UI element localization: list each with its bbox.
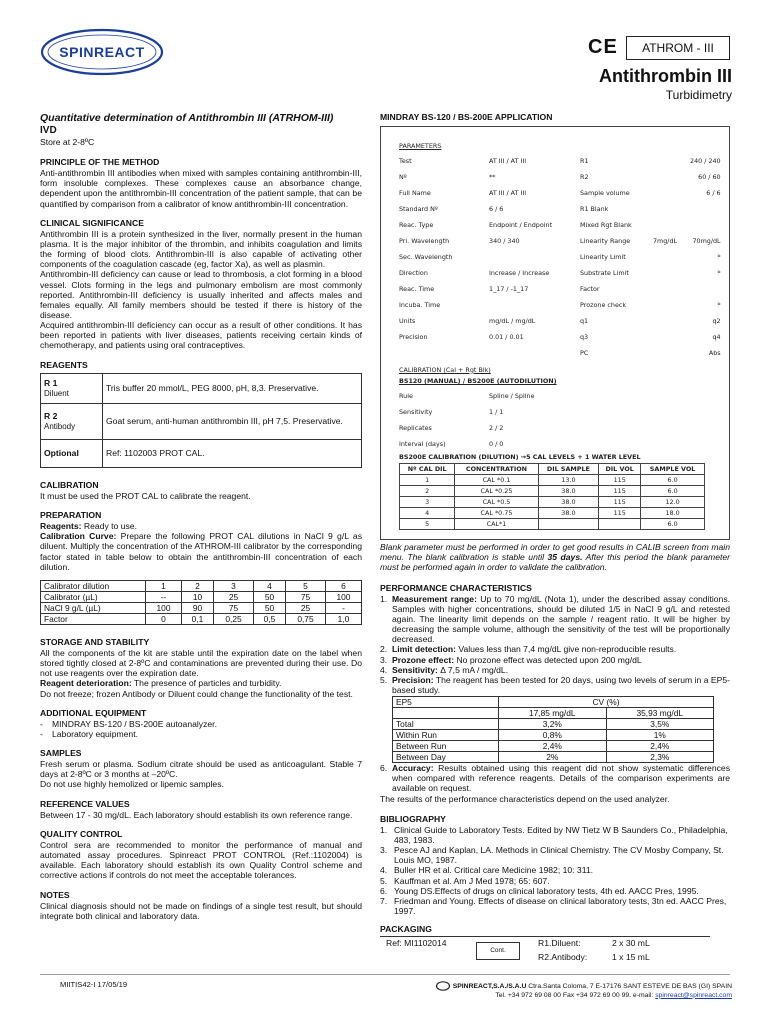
list-item: - MINDRAY BS-120 / BS-200E autoanalyzer. xyxy=(40,719,362,729)
param-cell xyxy=(640,297,690,313)
param-cell xyxy=(640,201,690,217)
table-row xyxy=(393,752,714,763)
param-cell: Direction xyxy=(399,268,428,277)
item-text: Up to 70 mg/dL (Nota 1), under the described assay conditions. Samples with higher concentrations, should be diluted 1/5 in NaCl 9 g/L and retested again. The linearity limit depends on the sample / reagent ratio. It will be higher by decreasing the sample volume, although the sensitivity of the test will be proportionally decreased. xyxy=(392,593,730,645)
item-text: Values less than 7,4 mg/dL give non-reproducible results. xyxy=(455,644,677,655)
param-cell: AT III / AT III xyxy=(489,188,527,197)
reagent-code: R 1 xyxy=(44,377,58,388)
table-cell: Calibrator dilution xyxy=(41,580,146,591)
table-cell: 3 xyxy=(400,497,455,508)
item-number: 5. xyxy=(380,674,388,685)
table-row xyxy=(41,602,362,613)
samples-heading: SAMPLES xyxy=(40,748,82,759)
table-header-cell: Nº CAL DIL xyxy=(400,464,455,475)
param-cell: 1_17 / -1_17 xyxy=(489,284,529,293)
table-cell: 100 xyxy=(146,602,182,613)
product-code-box: ATHROM - III xyxy=(626,36,730,60)
list-item xyxy=(380,763,730,793)
calibration-heading: CALIBRATION xyxy=(40,479,99,490)
storage-note: Store at 2-8ºC xyxy=(40,136,95,147)
param-cell xyxy=(640,265,690,281)
footer-contact xyxy=(436,981,732,1000)
deterioration-label: Reagent deterioration: xyxy=(40,678,132,689)
dilution-table xyxy=(40,580,362,625)
ivd-label: IVD xyxy=(40,125,57,137)
table-row xyxy=(400,508,705,519)
table-cell: 2,3% xyxy=(606,752,714,763)
table-header-cell: SAMPLE VOL xyxy=(641,464,705,475)
table-cell: 0,25 xyxy=(214,613,254,624)
footer-address: Ctra.Santa Coloma, 7 E-17176 SANT ESTEVE DE BAS (GI) SPAIN xyxy=(526,982,732,990)
param-cell: Linearity Range xyxy=(580,236,631,245)
cal-title: CALIBRATION (Cal + Rgt Blk) xyxy=(399,365,491,374)
param-cell: Units xyxy=(399,316,416,325)
page-title: Antithrombin III xyxy=(599,66,732,86)
table-cell: EP5 xyxy=(393,697,499,708)
table-cell: 2,4% xyxy=(606,741,714,752)
table-cell: 4 xyxy=(400,508,455,519)
table-cell: 6.0 xyxy=(641,475,705,486)
table-cell: 75 xyxy=(214,602,254,613)
qc-heading: QUALITY CONTROL xyxy=(40,828,123,839)
table-cell: CAL *0.25 xyxy=(455,486,538,497)
blank-note-days: 35 days. xyxy=(547,552,583,563)
table-cell: CAL *0.5 xyxy=(455,497,538,508)
param-cell: Sec. Wavelength xyxy=(399,252,453,261)
table-cell: 0,8% xyxy=(499,730,607,741)
spinreact-logo xyxy=(40,26,164,78)
table-cell: -- xyxy=(146,591,182,602)
bib-text: Buller HR et al. Critical care Medicine 1982; 10: 311. xyxy=(394,865,594,876)
table-row xyxy=(393,697,714,708)
table-cell: 13.0 xyxy=(538,475,599,486)
table-cell: 18.0 xyxy=(641,508,705,519)
page-subtitle: Turbidimetry xyxy=(665,88,732,102)
parameters-grid xyxy=(399,153,721,361)
clinical-text-3: Acquired antithrombin-III deficiency can occur as a result of other conditions. It has been reported in patients with liver diseases, patients receiving certain kinds of chemotherapy, and patients using oral contraceptives. xyxy=(40,320,362,351)
bibliography-list xyxy=(380,825,730,916)
table-cell: 0,75 xyxy=(285,613,325,624)
param-cell xyxy=(640,153,690,169)
cont-box: Cont. xyxy=(476,942,520,960)
table-cell: 6.0 xyxy=(641,486,705,497)
param-cell: q1 xyxy=(580,316,589,325)
packaging-box xyxy=(380,936,730,972)
table-cell: 4 xyxy=(253,580,285,591)
calibration-text: It must be used the PROT CAL to calibrate the reagent. xyxy=(40,490,251,501)
param-cell: R1 Blank xyxy=(580,204,609,213)
right-column xyxy=(380,112,730,972)
table-row xyxy=(41,580,362,591)
item-number: 3. xyxy=(380,654,388,665)
param-cell: Mixed Rgt Blank xyxy=(580,220,632,229)
table-cell: 0,5 xyxy=(253,613,285,624)
param-cell xyxy=(640,313,690,329)
param-cell xyxy=(489,249,580,265)
param-cell xyxy=(640,281,690,297)
footer-email[interactable]: spinreact@spinreact.com xyxy=(655,991,732,999)
param-cell xyxy=(690,281,721,297)
param-cell: Linearity Limit xyxy=(580,252,626,261)
reagents-table xyxy=(40,373,362,468)
bib-text: Kauffman et al. Am J Med 1978; 65: 607. xyxy=(394,875,550,886)
param-cell: Precision xyxy=(399,332,428,341)
table-cell: 10 xyxy=(182,591,214,602)
cal-subtitle: BS120 (MANUAL) / BS200E (AUTODILUTION) xyxy=(399,377,557,386)
notes-text: Clinical diagnosis should not be made on findings of a single test result, but should integrate both clinical and laboratory data. xyxy=(40,900,362,921)
table-cell: 100 xyxy=(325,591,361,602)
application-box xyxy=(380,126,730,540)
cal-dilution-table xyxy=(399,463,705,530)
document-code: MIITIS42-I 17/05/19 xyxy=(60,980,128,989)
spinreact-mini-icon xyxy=(436,981,450,991)
bib-text: Friedman and Young. Effects of disease on clinical laboratory tests, 3tn ed. AACC Pres, 1997. xyxy=(394,895,727,916)
notes-heading: NOTES xyxy=(40,889,70,900)
param-cell xyxy=(690,201,721,217)
param-cell xyxy=(690,217,721,233)
param-cell: * xyxy=(717,252,721,261)
table-cell: 50 xyxy=(253,602,285,613)
table-cell: 5 xyxy=(285,580,325,591)
table-header-cell: CONCENTRATION xyxy=(455,464,538,475)
table-cell: 3,5% xyxy=(606,719,714,730)
param-cell: 60 / 60 xyxy=(698,172,721,181)
clinical-text-1: Antithrombin III is a protein synthesized in the liver, normally present in the human plasma. It is the major inhibitor of the thrombin, and inhibits coagulation and limits the forming of blood clots. Antithrombin-III is also capable of activating other components of the coagulation cascade (eg, factor Xa), as well as plasmin. xyxy=(40,228,362,270)
param-cell: AT III / AT III xyxy=(489,156,527,165)
blank-note xyxy=(380,542,730,572)
param-cell: Standard Nº xyxy=(399,204,438,213)
reagent-name: Antibody xyxy=(44,422,76,432)
table-cell: CV (%) xyxy=(499,697,714,708)
table-cell: 38.0 xyxy=(538,508,599,519)
samples-text-2: Do not use highly hemolized or lipemic samples. xyxy=(40,779,224,790)
cal-key: Sensitivity xyxy=(399,407,433,416)
cal-key: Interval (days) xyxy=(399,439,446,448)
clinical-text-2: Antithrombin-III deficiency can cause or lead to thrombosis, a clot forming in a blood vessel. Clots forming in the legs and pulmonary embolism are most commonly reported. Antithrombin-III deficiency is usually inherited and affects males and females equally. All family members should be tested if there is history of the disease. xyxy=(40,269,362,320)
cal-value: Spline / Spline xyxy=(489,391,535,400)
table-cell: 35,93 mg/dL xyxy=(606,708,714,719)
param-cell xyxy=(640,185,690,201)
bibliography-heading: BIBLIOGRAPHY xyxy=(380,813,446,824)
table-cell: 25 xyxy=(214,591,254,602)
bib-text: Pesce AJ and Kaplan, LA. Methods in Clinical Chemistry. The CV Mosby Company, St. Louis MO, 1987. xyxy=(394,845,724,866)
param-cell: q2 xyxy=(712,316,721,325)
table-cell: 115 xyxy=(599,508,641,519)
table-cell xyxy=(393,708,499,719)
item-number: 6. xyxy=(380,763,388,774)
table-header-row xyxy=(400,464,705,475)
samples-text: Fresh serum or plasma. Sodium citrate should be used as anticoagulant. Stable 7 days at 2-8ºC or 3 months at –20ºC. xyxy=(40,759,362,780)
table-row xyxy=(41,403,362,439)
param-cell: 240 / 240 xyxy=(690,156,721,165)
list-item: 1. Clinical Guide to Laboratory Tests. Edited by NW Tietz W B Saunders Co., Philadelphia, 483, 1983. xyxy=(380,824,728,845)
item-label: Limit detection: xyxy=(392,644,456,655)
ce-mark: CE xyxy=(588,36,618,58)
cal-value: 0 / 0 xyxy=(489,439,504,448)
param-cell xyxy=(640,217,690,233)
reagent-description: Goat serum, anti-human antithrombin III, pH 7,5. Preservative. xyxy=(103,403,362,439)
param-cell: Substrate Limit xyxy=(580,268,629,277)
param-cell: 0.01 / 0.01 xyxy=(489,332,524,341)
item-number: 4. xyxy=(380,664,388,675)
table-cell xyxy=(538,519,599,530)
reagents-heading: REAGENTS xyxy=(40,359,88,370)
param-cell: Pri. Wavelength xyxy=(399,236,450,245)
param-cell: 6 / 6 xyxy=(706,188,721,197)
table-cell: Total xyxy=(393,719,499,730)
param-cell: ** xyxy=(489,172,496,181)
param-cell: q4 xyxy=(712,332,721,341)
packaging-heading: PACKAGING xyxy=(380,924,432,935)
table-row xyxy=(393,741,714,752)
table-cell: 1 xyxy=(146,580,182,591)
table-cell: 12.0 xyxy=(641,497,705,508)
prep-curve-label: Calibration Curve: xyxy=(40,531,117,542)
param-cell xyxy=(399,345,489,361)
table-cell: 0 xyxy=(146,613,182,624)
table-cell: 17,85 mg/dL xyxy=(499,708,607,719)
param-cell: Reac. Type xyxy=(399,220,434,229)
item-text: Results obtained using this reagent did not show systematic differences when compared with reference reagents. Details of the comparison experiments are available on request. xyxy=(392,763,730,794)
table-row xyxy=(400,486,705,497)
left-column xyxy=(40,112,362,921)
item-text: Δ 7,5 mA / mg/dL. xyxy=(437,664,509,675)
param-cell: R2 xyxy=(580,172,589,181)
reference-heading: REFERENCE VALUES xyxy=(40,798,130,809)
param-cell xyxy=(640,249,690,265)
param-cell: * xyxy=(717,300,721,309)
param-cell: * xyxy=(717,268,721,277)
table-row xyxy=(41,613,362,624)
qc-text: Control sera are recommended to monitor the performance of manual and automated assay procedures. Spinreact PROT CONTROL (Ref.:1102004) is available. Each laboratory should establish its own Quality Control scheme and corrective actions if controls do not meet the acceptable tolerances. xyxy=(40,840,362,881)
param-cell: Increase / Increase xyxy=(489,268,550,277)
table-cell: 1 xyxy=(400,475,455,486)
list-item xyxy=(380,594,730,645)
param-cell: R1 xyxy=(580,156,589,165)
param-cell: PC xyxy=(580,348,589,357)
item-label: Precision: xyxy=(392,674,434,685)
table-row xyxy=(400,497,705,508)
document-title: Quantitative determination of Antithrombin III (ATRHOM-III) xyxy=(40,112,334,124)
principle-text: Anti-antithrombin III antibodies when mixed with samples containing antithrombin-III, form insoluble complexes. These complexes cause an absorbance change, dependent upon the antithrombin-III concentration of the patient sample, that can be quantified by comparison from a calibrator of know antithrombin-III concentration. xyxy=(40,168,362,209)
prep-curve-text: Prepare the following PROT CAL dilutions in NaCl 9 g/L as diluent. Multiply the concentration of the ATHROM-III calibrator by the corresponding factor stated in table below to obtain the antithrombin-III concentration of each dilution. xyxy=(40,531,362,572)
table-cell: 115 xyxy=(599,486,641,497)
app-heading: MINDRAY BS-120 / BS-200E APPLICATION xyxy=(380,112,553,122)
table-cell: Factor xyxy=(41,613,146,624)
r2-value: 1 x 15 mL xyxy=(612,952,650,963)
cal-dilution-title: BS200E CALIBRATION (DILUTION) →5 CAL LEVELS + 1 WATER LEVEL xyxy=(399,452,641,461)
list-item xyxy=(380,665,730,675)
table-cell: 2,4% xyxy=(499,741,607,752)
table-cell xyxy=(599,519,641,530)
table-row xyxy=(393,719,714,730)
param-cell: 6 / 6 xyxy=(489,204,504,213)
principle-heading: PRINCIPLE OF THE METHOD xyxy=(40,157,160,167)
table-row xyxy=(41,591,362,602)
r1-value: 2 x 30 mL xyxy=(612,938,650,949)
table-cell: 6.0 xyxy=(641,519,705,530)
performance-closing: The results of the performance characteristics depend on the used analyzer. xyxy=(380,793,670,804)
prep-reagents-label: Reagents: xyxy=(40,521,82,532)
reagent-name: Diluent xyxy=(44,389,69,399)
table-header-cell: DIL VOL xyxy=(599,464,641,475)
param-cell: Full Name xyxy=(399,188,431,197)
cal-key: Replicates xyxy=(399,423,432,432)
list-item: - Laboratory equipment. xyxy=(40,729,362,739)
table-cell: NaCl 9 g/L (µL) xyxy=(41,602,146,613)
param-cell: 70mg/dL xyxy=(692,236,721,245)
list-item: 7. Friedman and Young. Effects of disease on clinical laboratory tests, 3tn ed. AACC Pres, 1997. xyxy=(380,895,727,916)
cal-value: 1 / 1 xyxy=(489,407,504,416)
clinical-heading: CLINICAL SIGNIFICANCE xyxy=(40,217,144,228)
prep-reagents-text: Ready to use. xyxy=(81,521,137,532)
table-row xyxy=(393,730,714,741)
footer-phone: Tel. +34 972 69 08 00 Fax +34 972 69 00 99. e-mail: xyxy=(495,991,656,999)
equipment-list xyxy=(40,719,362,739)
table-cell: Calibrator (µL) xyxy=(41,591,146,602)
r2-label: R2.Antibody: xyxy=(538,952,588,963)
param-cell: 340 / 340 xyxy=(489,236,520,245)
item-label: Sensitivity: xyxy=(392,664,438,675)
bib-text: Clinical Guide to Laboratory Tests. Edited by NW Tietz W B Saunders Co., Philadelphia, 483, 1983. xyxy=(394,824,728,845)
table-cell: Between Day xyxy=(393,752,499,763)
param-cell: 7mg/dL xyxy=(652,236,678,245)
table-cell: Within Run xyxy=(393,730,499,741)
reagent-code: Optional xyxy=(44,448,79,459)
param-cell: Abs xyxy=(708,348,721,357)
equipment-heading: ADDITIONAL EQUIPMENT xyxy=(40,707,147,718)
param-cell: Incuba. Time xyxy=(399,300,441,309)
list-item xyxy=(380,644,730,654)
preparation-heading: PREPARATION xyxy=(40,509,102,520)
table-cell: 2 xyxy=(182,580,214,591)
table-cell: 1% xyxy=(606,730,714,741)
param-cell xyxy=(640,345,690,361)
svg-text:SPINREACT: SPINREACT xyxy=(59,44,145,60)
deterioration-text: The presence of particles and turbidity. xyxy=(131,678,282,689)
cal-key: Rule xyxy=(399,391,413,400)
list-item: 4. Buller HR et al. Critical care Medicine 1982; 10: 311. xyxy=(380,865,594,876)
cal-value: 2 / 2 xyxy=(489,423,504,432)
performance-list-cont xyxy=(380,763,730,793)
table-cell: 3,2% xyxy=(499,719,607,730)
table-row xyxy=(400,475,705,486)
table-cell: CAL*1 xyxy=(455,519,538,530)
table-cell: CAL *0.75 xyxy=(455,508,538,519)
item-label: Prozone effect: xyxy=(392,654,455,665)
table-cell: 0,1 xyxy=(182,613,214,624)
reagent-description: Ref: 1102003 PROT CAL. xyxy=(103,439,362,467)
param-cell: Prozone check xyxy=(580,300,627,309)
performance-list xyxy=(380,594,730,695)
list-item: 5. Kauffman et al. Am J Med 1978; 65: 607. xyxy=(380,875,550,886)
table-cell: - xyxy=(325,602,361,613)
list-item: 6. Young DS.Effects of drugs on clinical laboratory tests, 4th ed. AACC Pres, 1995. xyxy=(380,885,699,896)
params-title: PARAMETERS xyxy=(399,142,442,151)
table-cell: 25 xyxy=(285,602,325,613)
table-cell: 2 xyxy=(400,486,455,497)
param-cell: Test xyxy=(399,156,412,165)
table-cell: Between Run xyxy=(393,741,499,752)
performance-heading: PERFORMANCE CHARACTERISTICS xyxy=(380,582,532,593)
table-cell: 115 xyxy=(599,497,641,508)
bib-text: Young DS.Effects of drugs on clinical laboratory tests, 4th ed. AACC Pres, 1995. xyxy=(394,885,699,896)
list-item xyxy=(380,655,730,665)
storage-text: All the components of the kit are stable until the expiration date on the label when stored tightly closed at 2-8ºC and contaminations are prevented during their use. Do not use reagents over the expiration date. xyxy=(40,647,362,679)
table-cell: 38.0 xyxy=(538,486,599,497)
table-cell: 6 xyxy=(325,580,361,591)
item-label: Accuracy: xyxy=(392,763,434,774)
r1-label: R1.Diluent: xyxy=(538,938,581,949)
reagent-code: R 2 xyxy=(44,410,58,421)
param-cell: Reac. Time xyxy=(399,284,435,293)
precision-table xyxy=(392,696,714,763)
calibration-grid xyxy=(399,388,711,452)
table-row xyxy=(393,708,714,719)
item-label: Measurement range: xyxy=(392,593,477,604)
table-header-cell: DIL SAMPLE xyxy=(538,464,599,475)
table-cell: 115 xyxy=(599,475,641,486)
table-cell: 5 xyxy=(400,519,455,530)
item-number: 1. xyxy=(380,593,388,604)
param-cell xyxy=(489,297,580,313)
param-cell: Endpoint / Endpoint xyxy=(489,220,553,229)
storage-heading: STORAGE AND STABILITY xyxy=(40,636,150,647)
table-cell: 90 xyxy=(182,602,214,613)
table-cell: 2% xyxy=(499,752,607,763)
param-cell: q3 xyxy=(580,332,589,341)
table-cell: CAL *0.1 xyxy=(455,475,538,486)
param-cell xyxy=(640,329,690,345)
table-cell: 3 xyxy=(214,580,254,591)
table-row xyxy=(400,519,705,530)
item-text: The reagent has been tested for 20 days, using two levels of serum in a EP5-based study. xyxy=(392,674,730,695)
param-cell: Factor xyxy=(580,284,600,293)
param-cell: Sample volume xyxy=(580,188,630,197)
blank-note-text: Blank parameter must be performed in order to get good results in CALIB screen from main menu. The blank calibration is stable until xyxy=(380,542,730,563)
list-item: 3. Pesce AJ and Kaplan, LA. Methods in Clinical Chemistry. The CV Mosby Company, St. Louis MO, 1987. xyxy=(380,845,724,866)
divider xyxy=(380,936,710,937)
table-row xyxy=(41,439,362,467)
footer-divider xyxy=(40,974,730,975)
reagent-description: Tris buffer 20 mmol/L, PEG 8000, pH, 8,3. Preservative. xyxy=(103,373,362,403)
list-item xyxy=(380,675,730,695)
table-cell: 75 xyxy=(285,591,325,602)
param-cell: Nº xyxy=(399,172,407,181)
blank-note-text-2: After this period the blank parameter must be performed again in order to validate the calibration. xyxy=(380,552,731,573)
reference-text: Between 17 - 30 mg/dL. Each laboratory should establish its own reference range. xyxy=(40,809,353,820)
param-cell xyxy=(640,169,690,185)
packaging-ref: Ref: MI1102014 xyxy=(386,938,447,949)
table-row xyxy=(41,373,362,403)
item-text: No prozone effect was detected upon 200 mg/dL xyxy=(454,654,642,665)
param-cell: mg/dL / mg/dL xyxy=(489,316,536,325)
freeze-text: Do not freeze; frozen Antibody or Diluent could change the functionality of the test. xyxy=(40,688,353,699)
item-number: 2. xyxy=(380,644,388,655)
param-cell xyxy=(489,345,580,361)
footer-company: SPINREACT,S.A./S.A.U xyxy=(452,982,527,990)
table-cell: 50 xyxy=(253,591,285,602)
table-cell: 38.0 xyxy=(538,497,599,508)
table-cell: 1,0 xyxy=(325,613,361,624)
